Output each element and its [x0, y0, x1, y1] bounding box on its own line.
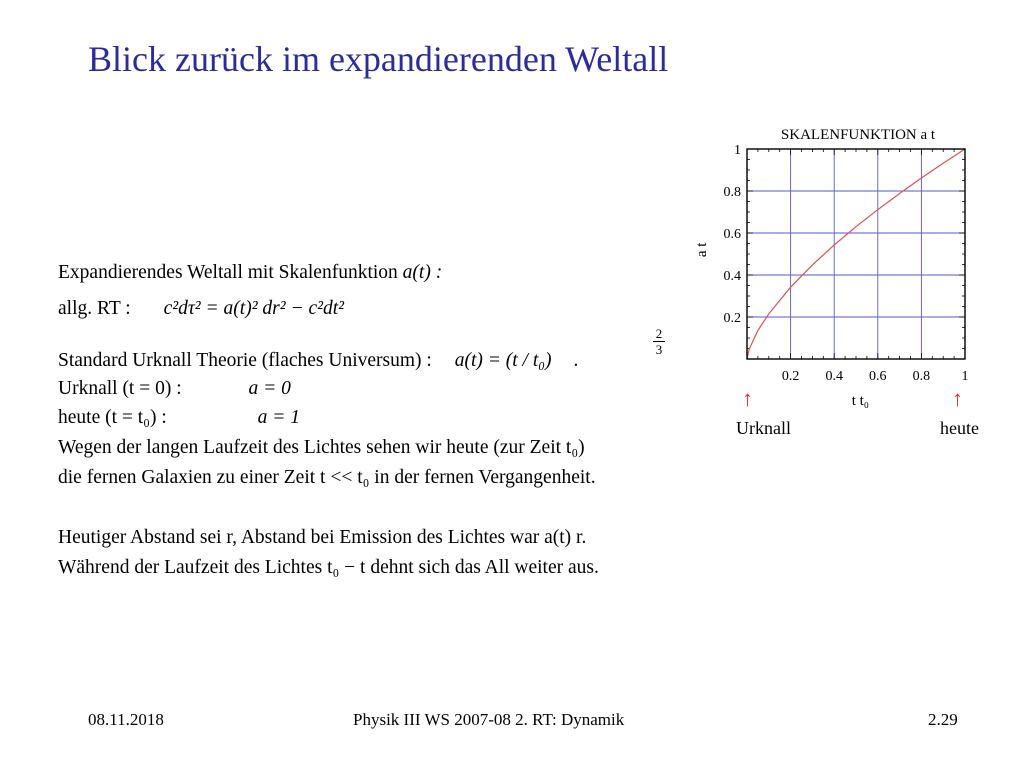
chart-grid [747, 149, 965, 359]
text-line-9: Während der Laufzeit des Lichtes t₀ − t dehnt sich das All weiter aus. [58, 557, 599, 578]
urknall-label: Urknall [736, 418, 791, 438]
chart-tick-labels [724, 143, 969, 384]
exponent-fraction [653, 327, 665, 356]
y-axis-label: a t [694, 242, 710, 258]
footer-course: Physik III WS 2007-08 2. RT: Dynamik [353, 710, 625, 729]
x-tick-label: 0.2 [781, 369, 800, 384]
heute-arrow-icon: ↑ [952, 386, 963, 411]
urknall-arrow-icon: ↑ [742, 386, 753, 411]
exponent-numerator: 2 [655, 326, 663, 341]
y-tick-label: 0.6 [723, 227, 741, 242]
l3-equation: a(t) = (t / t₀) [454, 350, 552, 371]
x-tick-label: 0.6 [869, 369, 887, 384]
x-tick-label: 0.4 [825, 369, 843, 384]
text-line-2 [58, 298, 344, 320]
chart-frame [747, 149, 965, 359]
scale-function-chart [690, 115, 990, 420]
text-line-7: die fernen Galaxien zu einer Zeit t << t₀ in der fernen Vergangenheit. [58, 467, 596, 488]
x-tick-label: 1 [961, 369, 969, 384]
y-tick-label: 0.4 [723, 269, 741, 284]
y-tick-label: 1 [734, 143, 741, 158]
chart-title: SKALENFUNKTION a t [780, 127, 936, 143]
chart-ticks [747, 149, 965, 359]
x-tick-label: 0.8 [912, 369, 931, 384]
text-line-5 [58, 407, 300, 429]
text-line-8: Heutiger Abstand sei r, Abstand bei Emission des Lichtes war a(t) r. [58, 527, 587, 548]
l4-equation: a = 0 [248, 378, 291, 399]
text-line-1 [58, 262, 442, 284]
l1-func: a(t) : [402, 262, 443, 283]
y-tick-label: 0.2 [723, 311, 741, 326]
exponent-denominator: 3 [655, 342, 663, 357]
l2-equation: c²dτ² = a(t)² dr² − c²dt² [163, 298, 345, 319]
footer-date: 08.11.2018 [88, 710, 164, 729]
l2-prefix: allg. RT : [58, 298, 131, 319]
text-line-4 [58, 378, 291, 400]
l1-text: Expandierendes Weltall mit Skalenfunktion [58, 262, 398, 283]
slide-title: Blick zurück im expandierenden Weltall [88, 39, 669, 79]
l3-text: Standard Urknall Theorie (flaches Universum) : [58, 350, 432, 371]
l4-text: Urknall (t = 0) : [58, 378, 182, 399]
text-line-6: Wegen der langen Laufzeit des Lichtes sehen wir heute (zur Zeit t₀) [58, 437, 585, 458]
x-axis-label: t t₀ [851, 393, 870, 409]
text-line-3: Standard Urknall Theorie (flaches Universum) : a(t) = (t / t₀) . [58, 350, 579, 371]
footer-page: 2.29 [928, 710, 958, 729]
l5-text: heute (t = t₀) : [58, 407, 167, 428]
heute-label: heute [940, 418, 979, 438]
scale-function-curve [747, 149, 965, 359]
l5-equation: a = 1 [257, 407, 301, 428]
y-tick-label: 0.8 [723, 185, 741, 200]
